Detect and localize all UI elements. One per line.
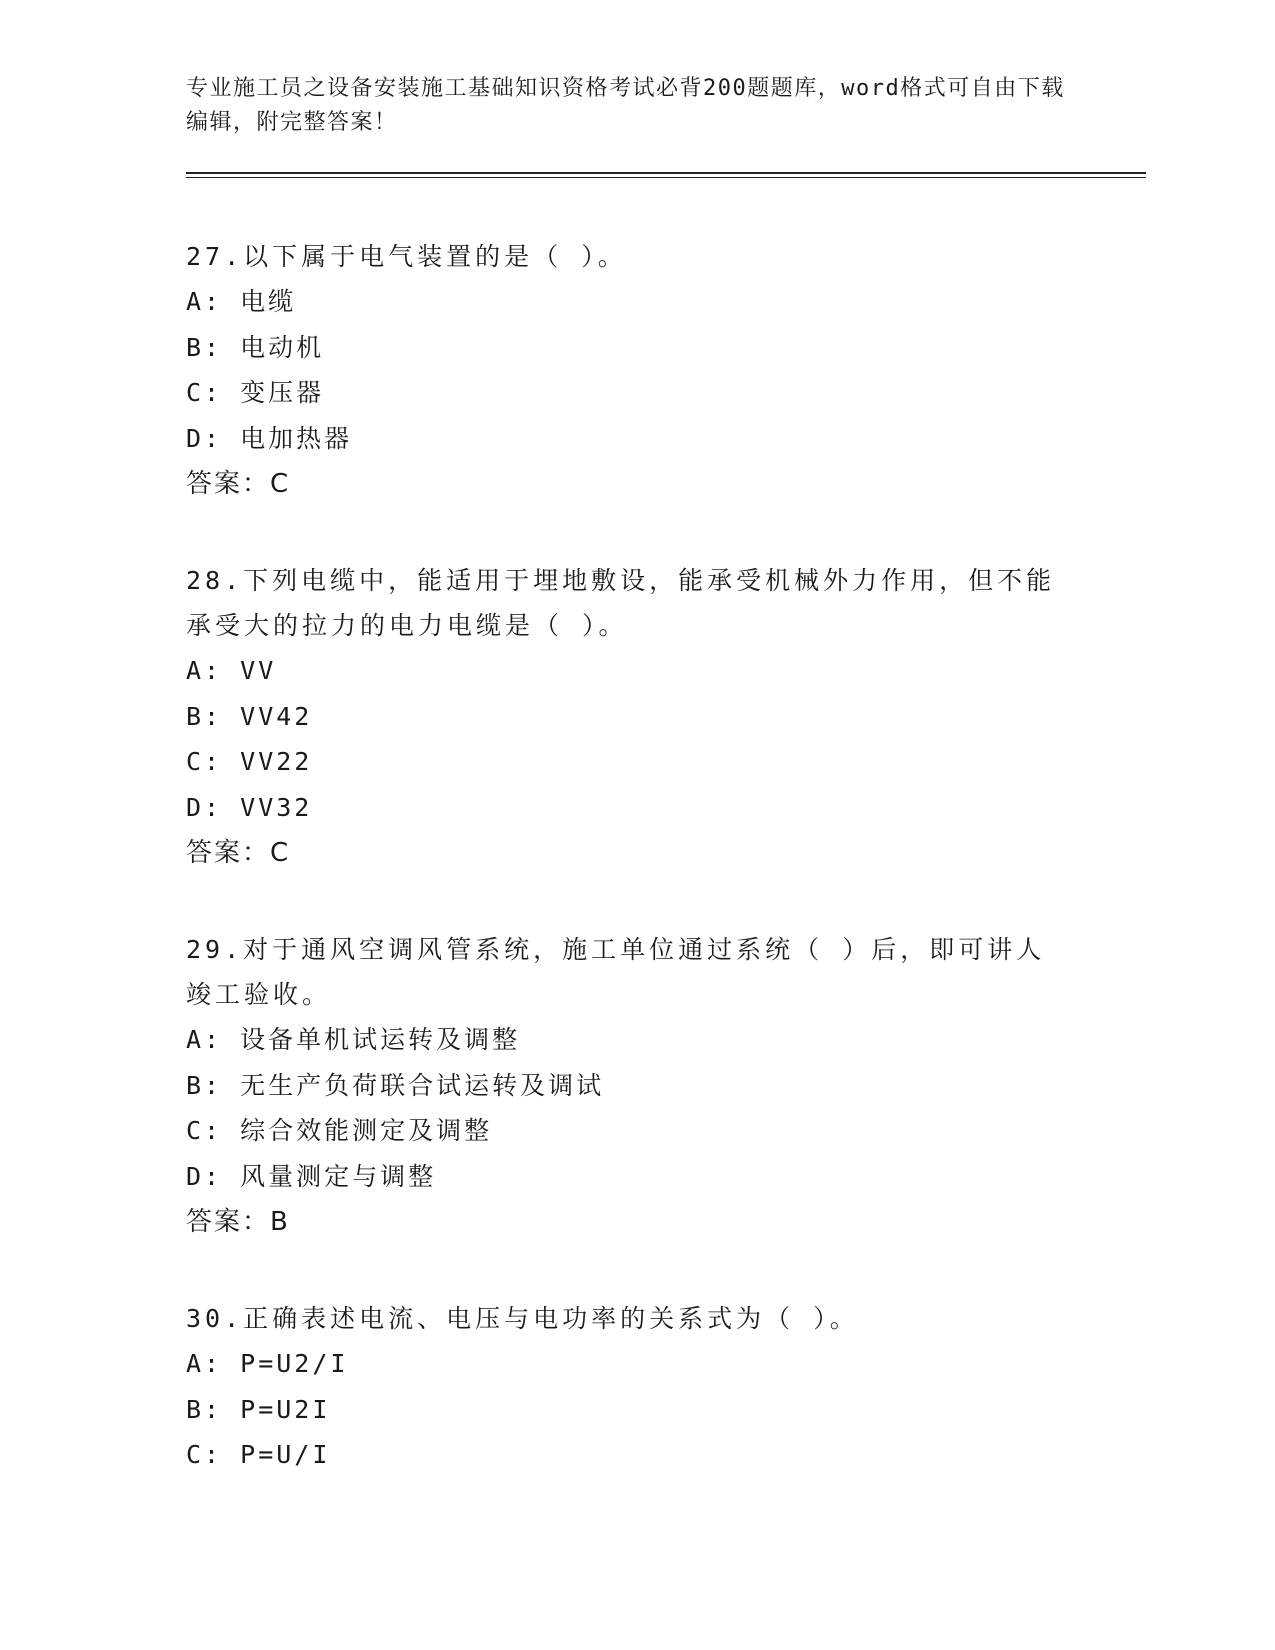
option-d: D: 风量测定与调整 [186,1161,437,1191]
option-a: A: 设备单机试运转及调整 [186,1025,521,1054]
question-stem: 29.对于通风空调风管系统，施工单位通过系统（ ）后，即可讲人竣工验收。 [186,935,1046,1009]
header-divider [186,172,1146,178]
option-a: A: P=U2/I [186,1349,349,1378]
question-stem: 28.下列电缆中，能适用于埋地敷设，能承受机械外力作用，但不能承受大的拉力的电力电缆是（ ）。 [186,566,1056,640]
document-header: 专业施工员之设备安装施工基础知识资格考试必背200题题库，word格式可自由下载编辑，附完整答案！ [186,76,1065,135]
option-b: B: 无生产负荷联合试运转及调试 [186,1070,605,1100]
option-d: D: 电加热器 [186,423,353,453]
option-a: A: 电缆 [186,287,297,316]
option-a: A: VV [186,656,277,685]
option-c: C: P=U/I [186,1440,331,1469]
option-b: B: P=U2I [186,1394,331,1424]
document-page [186,72,1146,1529]
question-stem: 30.正确表述电流、电压与电功率的关系式为（ ）。 [186,1304,859,1333]
question-28 [186,558,1146,876]
option-c: C: VV22 [186,747,313,776]
answer-line: 答案：B [186,1207,290,1237]
question-list [186,234,1146,1478]
option-b: B: VV42 [186,701,313,731]
question-stem: 27.以下属于电气装置的是（ ）。 [186,242,627,271]
answer-line: 答案：C [186,838,291,868]
question-29 [186,927,1146,1245]
question-27 [186,234,1146,507]
answer-line: 答案：C [186,469,291,499]
option-c: C: 变压器 [186,378,325,407]
question-30 [186,1296,1146,1478]
option-b: B: 电动机 [186,332,325,362]
option-d: D: VV32 [186,792,313,822]
option-c: C: 综合效能测定及调整 [186,1116,493,1145]
